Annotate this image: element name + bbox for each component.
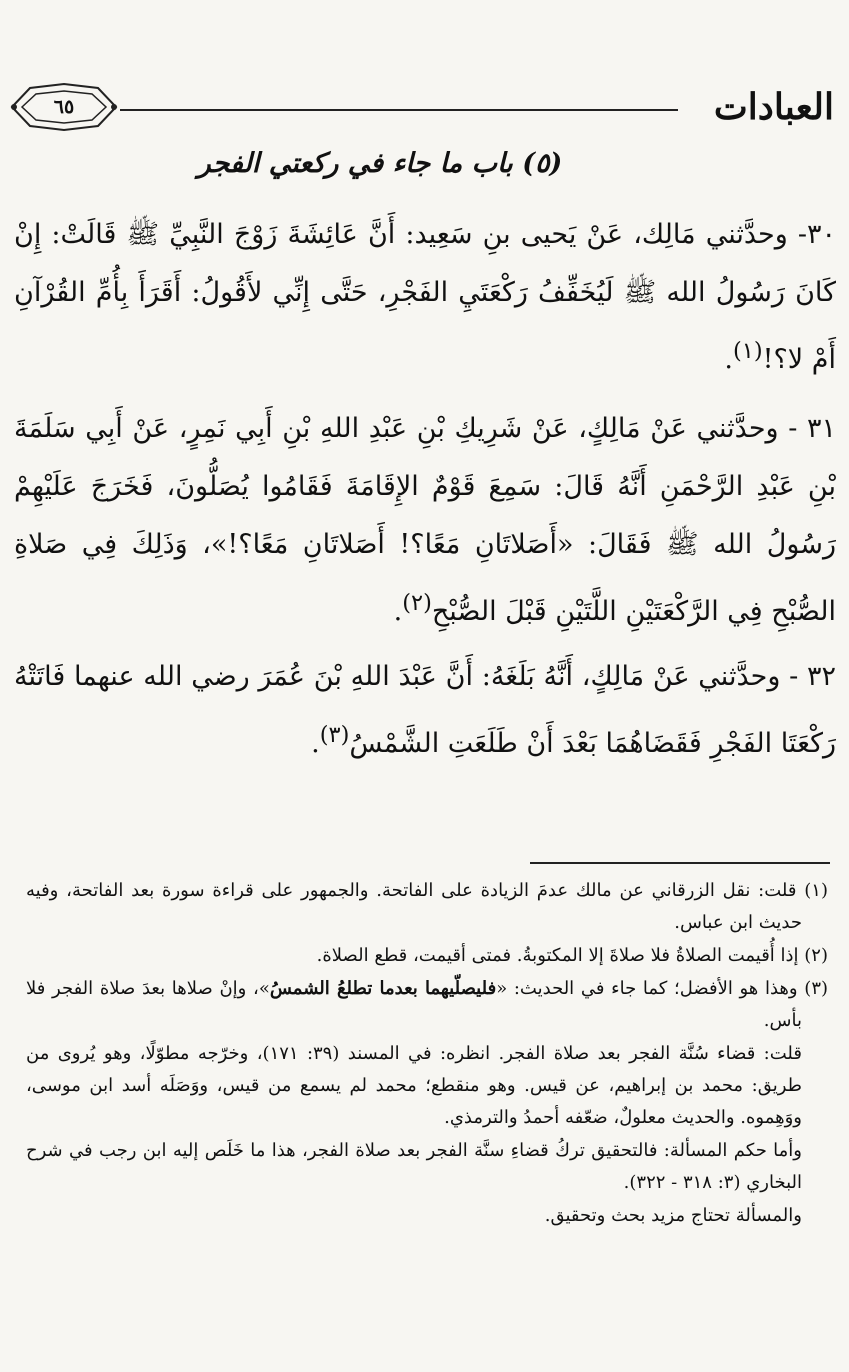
section-title: العبادات	[713, 86, 834, 128]
hadith-paragraph	[14, 206, 836, 389]
hadith-paragraph	[14, 648, 836, 773]
chapter-heading: (٥) باب ما جاء في ركعتي الفجر	[197, 148, 563, 179]
page-number: ٦٥	[53, 96, 75, 118]
page-header	[8, 82, 838, 132]
footnote-3-text-end: »، وإنْ صلاها بعدَ صلاة الفجر فلا بأس.	[26, 978, 802, 1031]
footnotes	[26, 875, 828, 1233]
footnote-3-text: (٣) وهذا هو الأفضل؛ كما جاء في الحديث: «	[496, 978, 829, 999]
hadith-text: ٣١ - وحدَّثني عَنْ مَالِكٍ، عَنْ شَرِيكِ بْنِ عَبْدِ اللهِ بْنِ أَبِي نَمِرٍ، عَنْ أَبِي سَلَمَةَ بْنِ عَبْدِ الرَّحْمَنِ أَنَّهُ قَالَ: سَمِعَ قَوْمٌ الإِقَامَةَ فَقَامُوا يُصَلُّونَ، فَخَرَجَ عَلَيْهِمْ رَسُولُ الله ﷺ فَقَالَ: «أَصَلاتَانِ مَعًا؟! أَصَلاتَانِ مَعًا؟!»، وَذَلِكَ فِي صَلاةِ الصُّبْحِ فِي الرَّكْعَتَيْنِ اللَّتَيْنِ قَبْلَ الصُّبْحِ	[14, 413, 836, 627]
footnote-ref: (٣)	[319, 722, 350, 748]
footnote-separator	[530, 862, 830, 864]
footnote-ref: (٢)	[402, 590, 432, 616]
hadith-end: .	[724, 344, 733, 375]
footnote-3-paragraph: وأما حكم المسألة: فالتحقيق تركُ قضاءِ سنَّة الفجر بعد صلاة الفجر، هذا ما خَلَص إليه ابن رجب في شرح البخاري (٣: ٣١٨ - ٣٢٢).	[26, 1140, 802, 1193]
footnote-3-paragraph: والمسألة تحتاج مزيد بحث وتحقيق.	[544, 1205, 802, 1226]
hadith-end: .	[311, 728, 320, 759]
footnote-1: (١) قلت: نقل الزرقاني عن مالك عدمَ الزيادة على الفاتحة. والجمهور على قراءة سورة بعد الفاتحة، وفيه حديث ابن عباس.	[26, 880, 828, 933]
hadith-paragraph	[14, 400, 836, 641]
hadith-text: ٣٠- وحدَّثني مَالِك، عَنْ يَحيى بنِ سَعِيد: أَنَّ عَائِشَةَ زَوْجَ النَّبِيِّ ﷺ قَالَتْ: إِنْ كَانَ رَسُولُ الله ﷺ لَيُخَفِّفُ رَكْعَتَيِ الفَجْرِ، حَتَّى إِنِّي لأَقُولُ: أَقَرَأَ بِأُمِّ القُرْآنِ أَمْ لا؟!	[14, 219, 836, 375]
footnote-3-paragraph: قلت: قضاء سُنَّة الفجر بعد صلاة الفجر. انظره: في المسند (٣٩: ١٧١)، وخرّجه مطوّلًا، وهو يُروى من طريق: محمد بن إبراهيم، عن قيس. وهو منقطع؛ محمد لم يسمع من قيس، ووَصَلَه أسد ابن موسى، ووَهِموه. والحديث معلولٌ، ضعّفه أحمدُ والترمذي.	[26, 1043, 802, 1128]
header-rule	[120, 109, 678, 111]
hadith-end: .	[393, 596, 403, 627]
footnote-3	[26, 973, 828, 1037]
hadith-text: ٣٢ - وحدَّثني عَنْ مَالِكٍ، أَنَّهُ بَلَغَهُ: أَنَّ عَبْدَ اللهِ بْنَ عُمَرَ رضي الله عنهما فَاتَتْهُ رَكْعَتَا الفَجْرِ فَقَضَاهُمَا بَعْدَ أَنْ طَلَعَتِ الشَّمْسُ	[14, 661, 836, 759]
footnote-ref: (١)	[732, 338, 763, 364]
footnote-3-quote: فليصلّيهما بعدما تطلعُ الشمسُ	[269, 978, 497, 999]
footnote-2: (٢) إذا أُقيمت الصلاةُ فلا صلاةَ إلا المكتوبةُ. فمتى أقيمت، قطع الصلاة.	[316, 945, 828, 966]
